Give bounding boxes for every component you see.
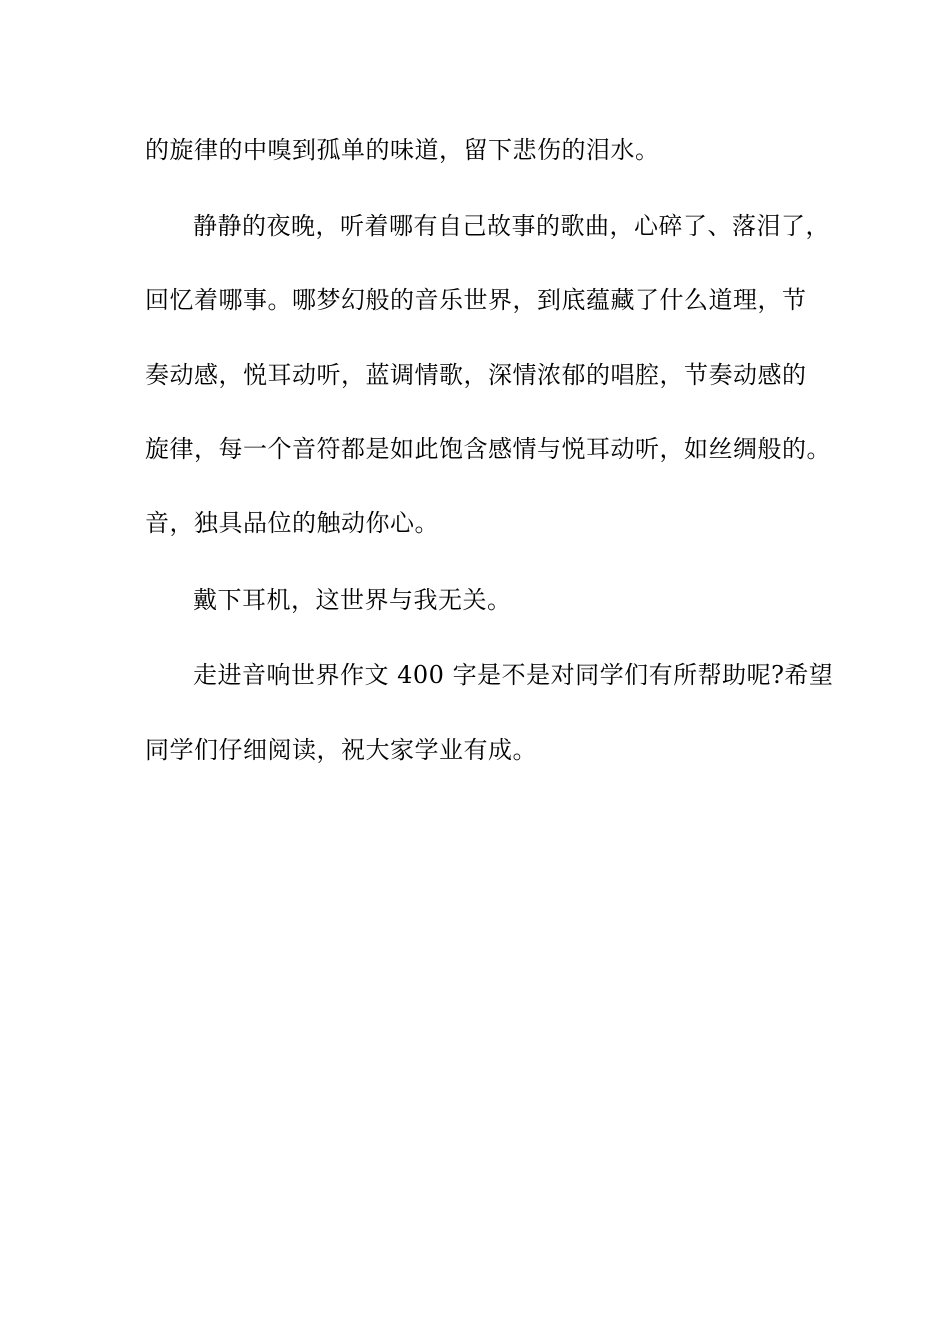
paragraph-line-3: 回忆着哪事。哪梦幻般的音乐世界，到底蕴藏了什么道理，节 xyxy=(145,286,807,314)
paragraph-line-7: 戴下耳机，这世界与我无关。 xyxy=(193,586,512,614)
paragraph-line-9: 同学们仔细阅读，祝大家学业有成。 xyxy=(145,736,537,764)
paragraph-line-8: 走进音响世界作文 400 字是不是对同学们有所帮助呢?希望 xyxy=(193,661,834,689)
paragraph-line-6: 音，独具品位的触动你心。 xyxy=(145,509,439,537)
paragraph-line-4: 奏动感，悦耳动听，蓝调情歌，深情浓郁的唱腔，节奏动感的 xyxy=(145,361,807,389)
paragraph-line-2: 静静的夜晚，听着哪有自己故事的歌曲，心碎了、落泪了， xyxy=(193,212,830,240)
paragraph-line-5: 旋律，每一个音符都是如此饱含感情与悦耳动听，如丝绸般的。 xyxy=(145,435,831,463)
paragraph-line-1: 的旋律的中嗅到孤单的味道，留下悲伤的泪水。 xyxy=(145,136,660,164)
